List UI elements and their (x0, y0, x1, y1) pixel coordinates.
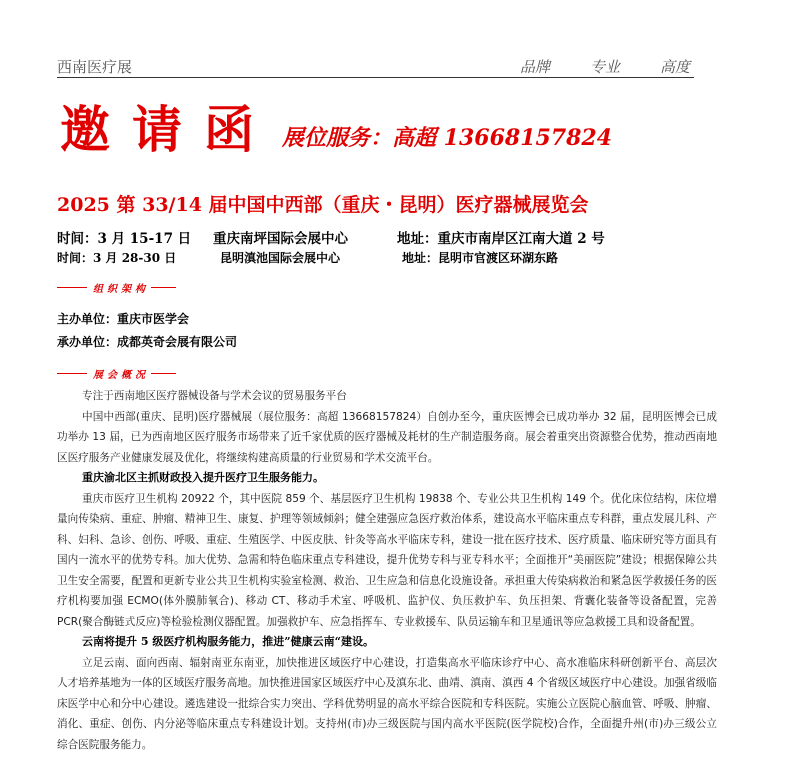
chongqing-venue: 重庆南坪国际会展中心 (213, 231, 348, 247)
slogan-brand: 品牌 (519, 58, 550, 76)
page-header (57, 56, 694, 78)
intro-heading-text: 展会概况 (93, 370, 149, 381)
host-unit: 主办单位：重庆市医学会 (57, 312, 190, 326)
organizer-unit: 承办单位：成都英奇会展有限公司 (57, 335, 238, 349)
yunnan-subheading: 云南将提升 5 级医疗机构服务能力，推进”健康云南“建设。 (82, 635, 374, 648)
heading-rule-right (151, 373, 176, 374)
yunnan-paragraph: 立足云南、面向西南、辐射南亚东南亚，加快推进区域医疗中心建设，打造集高水平临床诊疗中心、高水准临床科研创新平台、高层次人才培养基地为一体的区域医疗服务高地。加快推进国家区域医疗中心及滇东北、曲靖、滇南、滇西 4 个省级区域医疗中心建设。加强省级临床医学中心和分中心建设。遴选建设一批综合实力突出、学科优势明显的高水平综合医院和专科医院。实施公立医院心脑血管、呼吸、肿瘤、消化、重症、创伤、内分泌等临床重点专科建设计划。支持州(市)办三级医院与国内高水平医院(医学院校)合作，全面提升州(市)办三级公立综合医院服务能力。 (57, 656, 717, 751)
invitation-title: 邀请函 (60, 100, 276, 159)
heading-rule-left (57, 287, 87, 288)
chongqing-subheading: 重庆渝北区主抓财政投入提升医疗卫生服务能力。 (82, 471, 324, 484)
chongqing-paragraph: 重庆市医疗卫生机构 20922 个，其中医院 859 个、基层医疗卫生机构 19838 个、专业公共卫生机构 149 个。优化床位结构，床位增量向传染病、重症、肿瘤、精神卫生、康复、护理等领域倾斜；健全建强应急医疗救治体系，建设高水平临床重点专科群，重点发展儿科、产科、妇科、急诊、创伤、呼吸、重症、生殖医学、中医皮肤、针灸等高水平临床专科，建设一批在医疗技术、医疗质量、临床研究等方面具有国内一流水平的优势专科。加大优势、急需和特色临床重点专科建设，提升优势专科与亚专科水平；全面推开“美丽医院”建设；根据保障公共卫生安全需要，配置和更新专业公共卫生机构实验室检测、救治、卫生应急和信息化设施设备。承担重大传染病救治和紧急医学救援任务的医疗机构要加强 ECMO(体外膜肺氧合)、移动 CT、移动手术室、呼吸机、监护仪、负压救护车、负压担架、背囊化装备等设备配置，完善 PCR(聚合酶链式反应)等检验检测仪器配置。加强救护车、应急指挥车、专业救援车、队员运输车和卫星通讯等应急救援工具和设备配置。 (57, 492, 717, 628)
org-section-heading (57, 280, 176, 295)
org-heading-text: 组织架构 (93, 284, 149, 295)
intro-body (57, 386, 717, 755)
booth-service-contact: 展位服务：高超 13668157824 (282, 125, 613, 151)
intro-paragraph: 中国中西部(重庆、昆明)医疗器械展（展位服务：高超 13668157824）自创办至今，重庆医博会已成功举办 32 届，昆明医博会已成功举办 13 届，已为西南地区医疗服务市场带来了近千家优质的医疗器械及耗材的生产制造服务商。展会着重突出资源整合优势，推动西南地区医疗服务产业健康发展及优化，将继续构建高质量的行业贸易和学术交流平台。 (57, 410, 717, 464)
intro-section-heading (57, 366, 176, 381)
kunming-address: 地址：昆明市官渡区环湖东路 (402, 251, 559, 265)
slogan-professional: 专业 (589, 58, 620, 76)
heading-rule-right (151, 287, 176, 288)
chongqing-time: 时间：3 月 15-17 日 (57, 231, 192, 247)
intro-tagline: 专注于西南地区医疗器械设备与学术会议的贸易服务平台 (82, 390, 347, 402)
slogan-height: 高度 (659, 58, 690, 76)
chongqing-address: 地址：重庆市南岸区江南大道 2 号 (397, 231, 605, 247)
invitation-title-block (60, 100, 612, 160)
expo-title: 2025 第 33/14 届中国中西部（重庆・昆明）医疗器械展览会 (57, 194, 589, 216)
heading-rule-left (57, 373, 87, 374)
kunming-time: 时间：3 月 28-30 日 (57, 251, 177, 265)
header-brand: 西南医疗展 (57, 58, 133, 76)
header-slogans (520, 56, 690, 77)
kunming-venue: 昆明滇池国际会展中心 (220, 251, 341, 265)
